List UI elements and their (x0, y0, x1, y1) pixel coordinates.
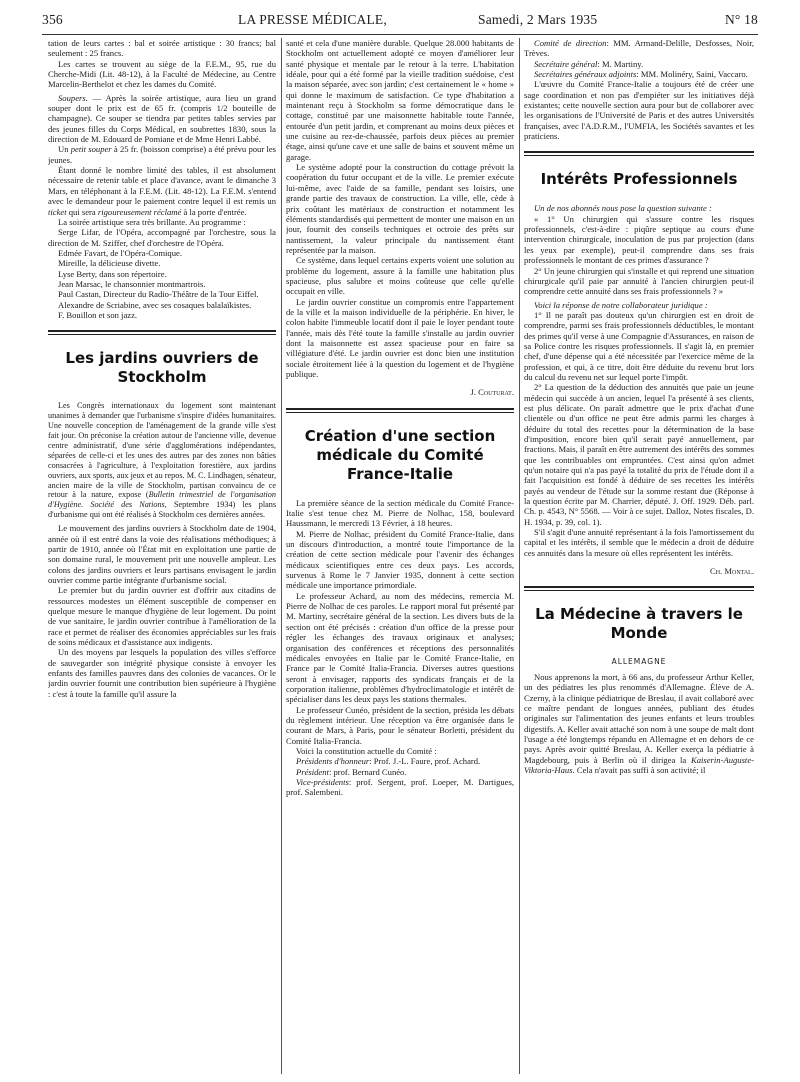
paragraph: L'œuvre du Comité France-Italie a toujours été de créer une sage coordination et non pas d'empiéter sur les initiatives déjà existantes; cette nouvelle section aura pour but de collaborer avec les organisations de l'Université de Paris et des autres Universités françaises, avec l'A.D.R.M., l'UMFIA, les Sociétés savantes et les praticiens. (524, 79, 754, 142)
page-number: 356 (42, 12, 63, 27)
role-members: : prof. Bernard Cunéo. (328, 766, 407, 777)
committee-vice (286, 777, 514, 798)
column-2 (286, 38, 514, 1074)
section-separator (48, 330, 276, 335)
paragraph: Le jardin ouvrier constitue un compromis entre l'appartement de la ville et la maison individuelle de la périphérie. En hiver, le colon habite l'immeuble locatif dont il paie le loyer pendant toute l'année, mais dès l'été toute la famille s'installe au jardin ouvrier dont la maisonnette est assez spacieuse pour en faire sa villégiature d'été. Le jardin ouvrier est donc bien une institution sociale étroitement liée à la question du logement et de l'hygiène publique. (286, 296, 514, 379)
article-heading-france-italie: Création d'une section médicale du Comité France-Italie (304, 426, 496, 483)
paragraph: Les cartes se trouvent au siège de la F.E.M., 95, rue du Cherche-Midi (Lit. 48-12), à la Faculté de Médecine, au Centre Marcelin-Berthelot et chez les dames du Comité. (48, 58, 276, 90)
signature-montal: Ch. Montal. (709, 566, 754, 577)
text: . Cela n'avait pas suffi à son activité; il (572, 764, 706, 775)
header-rule (42, 34, 758, 35)
paragraph: Un des moyens par lesquels la population des villes s'efforce de sauvegarder son intégrité physique consiste à envoyer les enfants des familles pauvres dans des colonies de vacances. Or le jardin ouvrier fournit une contribution bien supérieure à l'hygiène : c'est à toute la famille qu'il assure la (48, 647, 276, 699)
role-label: Présidents d'honneur (296, 756, 370, 767)
section-separator (286, 408, 514, 413)
signature-couturat: J. Couturat. (470, 387, 514, 398)
role-label: Président (296, 766, 329, 777)
paragraph: Le professeur Cunéo, président de la section, présida les débats du règlement intérieur. Une réception va être organisée dans le courant de Mars, à Paris, pour le sénateur Borletti, président du Comité Italia-Francia. (286, 704, 514, 746)
column-1 (48, 38, 276, 1074)
question-intro (524, 203, 754, 213)
column-divider-1 (281, 38, 282, 1074)
paragraph-petit-souper (48, 144, 276, 165)
article-heading-jardins: Les jardins ouvriers de Stockholm (65, 349, 259, 387)
role-label: Secrétaires généraux adjoints (534, 69, 637, 80)
role-members: : prof. Sergent, prof. Loeper, M. Dartigues, prof. Salembeni. (286, 776, 514, 798)
role-label: Comité de direction (534, 38, 607, 48)
paragraph: La première séance de la section médicale du Comité France-Italie s'est tenue chez M. Pierre de Nolhac, 158, boulevard Haussmann, le mercredi 13 Février, à 18 heures. (286, 497, 514, 529)
journal-title: LA PRESSE MÉDICALE, (238, 12, 387, 27)
answer-intro (524, 300, 754, 310)
question: « 1° Un chirurgien qui s'assure contre les risques professionnels, c'est-à-dire : piqûre septique au cours d'une intervention chirurgicale, inoculation de pus par projection (dans les yeux par exemple), peut-il comprendre dans ses frais professionnels le montant de ces primes d'assurance ? (524, 213, 754, 266)
soupers-text: — Après la soirée artistique, aura lieu un grand souper dont le prix est de 65 fr. (compris 1/2 bouteille de champagne). Ce souper se tiendra par petites tables servies par des jeunes filles du Corps Médical, en soubrettes 1830, sous la direction de M. Edouard de Pomiane et de Mme Henri Labbé. (48, 92, 276, 145)
page-header (42, 12, 758, 32)
programme-item: Alexandre de Scriabine, avec ses cosaques balalaïkistes. (58, 299, 252, 310)
text: à la porte d'entrée. (181, 206, 247, 217)
committee-secretaire (524, 59, 754, 69)
text: Nous apprenons la mort, à 66 ans, du professeur Arthur Keller, un des pédiatres les plus renommés d'Allemagne. Élève de A. Czerny, à la clinique pédiatrique de Breslau, il avait collaboré avec ce maître pendant de longues années, publiant des études originales sur l'alimentation des jeunes enfants et leurs troubles digestifs. A. Keller avait attaché son nom à une soupe de malt dont l'usage a été longtemps répandu en Allemagne et en dehors de ce pays. Après avoir quitté Breslau, A. Keller exerça la pédiatrie à Magdebourg, puis à Berlin où il dirigea la (524, 671, 754, 765)
role-label: Vice-présidents (296, 776, 349, 787)
text: , Septembre 1934) les plans d'urbanisme qui ont été réalisés à Stockholm ces dernières années. (48, 500, 276, 520)
programme-item: Lyse Berty, dans son répertoire. (58, 268, 167, 279)
subheading-allemagne: ALLEMAGNE (611, 657, 667, 667)
answer: 1° Il ne paraît pas douteux qu'un chirurgien est en droit de comprendre, parmi ses frais professionnels déductibles, le montant des primes qu'il verse à une Compagnie d'Assurances, en raison de sa Police contre les risques professionnels. Il s'agit là, en premier chef, d'une dépense qui a été nécessitée par l'exercice même de la profession, et qui, à ce titre, doit être déduite du revenu brut lors du calcul du revenu net sur lequel porte l'impôt. (524, 309, 754, 382)
programme-item: F. Bouillon et son jazz. (58, 309, 138, 320)
paragraph: Ce système, dans lequel certains experts voient une solution au problème du logement, assure à la famille une habitation plus spacieuse, plus salubre et moins coûteuse que celle qu'elle occupait en ville. (286, 255, 514, 297)
paragraph-tables (48, 165, 276, 217)
committee-president (286, 767, 514, 777)
column-divider-2 (519, 38, 520, 1074)
answer: 2° La question de la déduction des annuités que paie un jeune médecin qui succède à un ancien, lequel l'a présenté à ses clients, est plus délicate. On paraît admettre que le prix d'achat d'une clientèle ou d'un office ne peut être admis parmi les charges à déduire du total des recettes pour la détermination de la base d'imposition, encore bien qu'il serait payé annuellement, par fractions. Mais, il paraît en être autrement des intérêts des sommes que les contribuables ont empruntées. C'est ainsi qu'on admet qu'un notaire qui n'a pas payé la totalité du prix de l'étude dont il a fait l'acquisition est fondé à déduire de ses recettes les intérêts payés au vendeur de l'étude sur la somme restant due (Réponse à la question écrite par M. Charrier, député. J. Off. 1929. Déb. parl. Ch. p. 4543, N° 5568. — Voir à ce sujet. Dalloz, Notes fiscales, D. H. 1934, p. 39, col. 1). (524, 382, 754, 527)
text: Les Congrès internationaux du logement sont maintenant unanimes à demander que l'urbanisme s'inspire d'idées humanitaires. Une nouvelle conception de l'aménagement de la grande ville s'est fait jour. On préconise la création autour de l'ancienne ville, devenue centre administratif, d'une série d'agglomérations indépendantes, séparées de celle-ci et les unes des autres par des zones non bâties consacrées à l'agriculture, à l'exploitation forestière, aux jardins ouvriers, aux sports, aux jeux et au repos. M. C. Lindhagen, sénateur, ancien maire de la ville de Stockholm, partisan convaincu de ce retour à la nature, expose ( (48, 401, 276, 500)
programme-item: Serge Lifar, de l'Opéra, accompagné par l'orchestre, sous la direction de M. Sziffer, chef d'orchestre de l'Opéra. (48, 227, 276, 248)
soupers-label: Soupers. (58, 92, 88, 103)
paragraph: tation de leurs cartes : bal et soirée artistique : 30 francs; bal seulement : 25 francs. (48, 38, 276, 59)
question: 2° Un jeune chirurgien qui s'installe et qui reprend une situation chirurgicale qu'il paie par annuité à l'ancien chirurgien peut-il comprendre cette annuité dans ses frais professionnels ? » (524, 265, 754, 297)
section-separator (524, 586, 754, 591)
programme-intro: La soirée artistique sera très brillante. Au programme : (58, 216, 246, 227)
programme-item: Jean Marsac, le chansonnier montmartrois. (58, 278, 206, 289)
column-3 (524, 38, 754, 1074)
article-heading-medecine-monde: La Médecine à travers le Monde (535, 605, 743, 643)
paragraph: santé et cela d'une manière durable. Quelque 28.000 habitants de Stockholm ont actuellement adopté ce moyen d'améliorer leur santé physique et mentale par le retour à la terre. L'habitation idéale, pour qui a été formé par la vieille tradition suédoise, c'est la maison séparée, avec son jardin; c'est certainement le « home » qui donne le maximum de satisfaction. Ce type d'habitation a maintenant reçu à Stockholm sa forme démocratique dans le cottage, constitué par une maisonnette habitable toute l'année, entourée d'un petit jardin, et comprenant au moins deux pièces et une cuisine au rez-de-chaussée, parfois deux pièces au premier étage, ainsi qu'une cave et une salle de bains et souvent même un garage. (286, 38, 514, 162)
role-members: : MM. Armand-Delille, Desfosses, Noir, Trèves. (524, 38, 754, 59)
section-separator (524, 151, 754, 156)
committee-direction (524, 38, 754, 59)
issue-number: N° 18 (724, 12, 758, 27)
text: Étant donné le nombre limité des tables, il est absolument nécessaire de retenir table et place d'avance, avant le dimanche 3 Mars, en téléphonant à la F.E.M. (Lit. 48-12). La F.E.M. s'entend avec le demandeur pour le paiement contre lequel il est remis un (48, 165, 276, 207)
article-heading-interets: Intérêts Professionnels (540, 170, 738, 189)
committee-honneur (286, 756, 514, 766)
paragraph: Le premier but du jardin ouvrier est d'offrir aux citadins de ressources modestes un élément susceptible de compenser en quelque mesure le manque d'hygiène de leur logement. Du point de vue sanitaire, le jardin ouvrier contribue à l'amélioration de la race et permet de réaliser des économies appréciables sur les frais de soins médicaux et d'assistance aux indigents. (48, 585, 276, 647)
ticket-word: ticket (48, 206, 67, 217)
programme-item: Paul Castan, Directeur du Radio-Théâtre de la Tour Eiffel. (58, 289, 259, 300)
paragraph: Voici la constitution actuelle du Comité : (296, 745, 437, 756)
bulletin-citation: Bulletin trimestriel de l'organisation d'Hygiène. Société des Nations (48, 490, 276, 510)
role-members: : MM. Molinéry, Saini, Vaccaro. (636, 69, 748, 80)
article-intro (48, 401, 276, 520)
paragraph: Le mouvement des jardins ouvriers à Stockholm date de 1904, année où il est entré dans la voie des réalisations méthodiques; à partir de 1910, année où l'État mit en exploitation une partie de son domaine rural, le mouvement prit une nouvelle ampleur. Les colons des jardins ouvriers et leurs partisans envisagent le jardin ouvrier comme partie intégrante d'urbanisme social. (48, 523, 276, 585)
text: à 25 fr. (boisson comprise) a été prévu pour les jeunes. (48, 144, 276, 165)
committee-adjoints (524, 69, 754, 79)
text: qui sera (66, 206, 98, 217)
programme-item: Edmée Favart, de l'Opéra-Comique. (58, 247, 182, 258)
text: Un (58, 144, 71, 155)
paragraph-soupers (48, 93, 276, 145)
paragraph: Le professeur Achard, au nom des médecins, remercia M. Pierre de Nolhac de ces paroles. Le rapport moral fut présenté par M. Martiny, secrétaire général de la section. Les divers buts de la section ont été précisés : création d'un office de la presse pour régler les échanges des travaux originaux et analyses; organisation des conférences et réceptions des personnalités médicales envoyées en Italie par le Comité France-Italie, en France par le Comité Italia-Francia. Diverses autres questions seront à envisager, rapports des syndicats français et de la corporation italienne, problèmes d'hydroclimatologie et intérêt de spécialiser dans les deux pays les stations thermales. (286, 590, 514, 705)
institution-name: Kaiserin-Auguste-Viktoria-Haus (524, 754, 754, 775)
role-members: : M. Martiny. (597, 58, 644, 69)
answer: S'il s'agit d'une annuité représentant à la fois l'amortissement du capital et les intérêts, il semble que le médecin a droit de déduire ces annuités dans la mesure où elles représentent les intérêts. (524, 527, 754, 558)
role-members: : Prof. J.-L. Faure, prof. Achard. (369, 756, 481, 767)
issue-date: Samedi, 2 Mars 1935 (478, 12, 598, 27)
rigour-phrase: rigoureusement réclamé (97, 206, 182, 217)
paragraph-allemagne (524, 672, 754, 775)
petit-souper-label: petit souper (70, 144, 112, 155)
question-intro-text: Un de nos abonnés nous pose la question suivante : (534, 203, 712, 214)
paragraph: Le système adopté pour la construction du cottage prévoit la coopération du futur occupant et de la ville. Le premier exécute lui-même, avec l'aide de sa famille, pendant ses loisirs, une grande partie des travaux de construction. La ville, elle, cède à prix coûtant les matériaux de construction et notamment les éléments standardisés qui permettent de monter une maison en un jour, fournit des conseils techniques et octroie des prêts sur nantissement, la valeur principale du nantissement étant représentée par la maison. (286, 162, 514, 255)
paragraph: M. Pierre de Nolhac, président du Comité France-Italie, dans un discours d'introduction, a montré toute l'importance de la création de cette section médicale pour l'avenir des échanges médicaux scientifiques entre ces deux pays. Les accords, survenus à Rome le 7 Janvier 1935, donnent à cette section médicale une importance primordiale. (286, 528, 514, 591)
programme-item: Mireille, la délicieuse divette. (58, 258, 161, 269)
answer-intro-text: Voici la réponse de notre collaborateur juridique : (534, 299, 708, 310)
role-label: Secrétaire général (534, 58, 598, 69)
